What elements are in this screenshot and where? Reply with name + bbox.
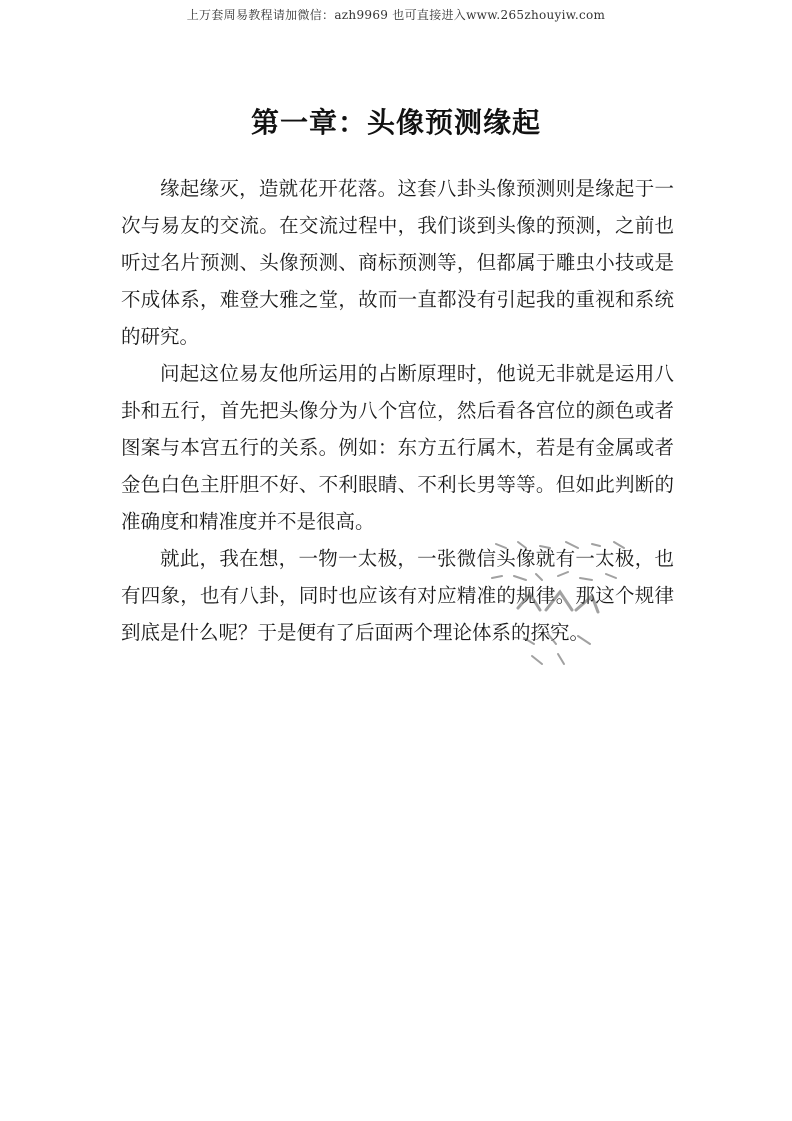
header-notice: 上万套周易教程请加微信：azh9969 也可直接进入www.265zhouyiw.com (186, 8, 606, 22)
paragraph-2: 问起这位易友他所运用的占断原理时，他说无非就是运用八卦和五行，首先把头像分为八个宫位，然后看各宫位的颜色或者图案与本宫五行的关系。例如：东方五行属木，若是有金属或者金色白色主肝胆不好、不利眼睛、不利长男等等。但如此判断的准确度和精准度并不是很高。 (121, 362, 674, 533)
watermark-stroke (524, 634, 590, 644)
paragraph-1: 缘起缘灭，造就花开花落。这套八卦头像预测则是缘起于一次与易友的交流。在交流过程中，我们谈到头像的预测，之前也听过名片预测、头像预测、商标预测等，但都属于雕虫小技或是不成体系，难登大雅之堂，故而一直都没有引起我的重视和系统的研究。 (121, 177, 674, 348)
chapter-title: 第一章：头像预测缘起 (250, 106, 541, 139)
paragraph-3: 就此，我在想，一物一太极，一张微信头像就有一太极，也有四象，也有八卦，同时也应该有对应精准的规律。那这个规律到底是什么呢？于是便有了后面两个理论体系的探究。 (121, 547, 674, 644)
watermark-stroke (492, 572, 616, 580)
watermark-stroke (496, 542, 624, 548)
watermark-stroke (532, 654, 564, 664)
watermark-stroke (518, 592, 598, 612)
faint-watermark-graphic (488, 538, 658, 668)
